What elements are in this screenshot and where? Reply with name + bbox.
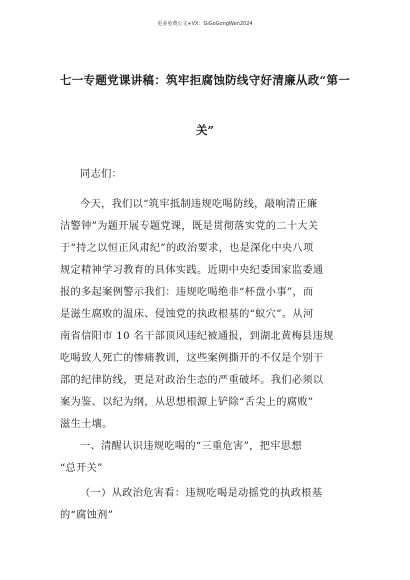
- salutation: 同志们：: [80, 169, 123, 180]
- body-line: 部的纪律防线，更是对政治生态的严重破坏。我们必须以: [60, 375, 324, 386]
- body-line: 南省信阳市 10 名干部顶风违纪被通报，到湖北黄梅县违规: [60, 331, 334, 342]
- body-line: 吃喝致人死亡的惨痛教训，这些案例撕开的不仅是个别干: [60, 353, 324, 364]
- body-line: 洁警钟”为题开展专题党课，既是贯彻落实党的二十大关: [60, 221, 319, 232]
- body-line: 报的多起案例警示我们：违规吃喝绝非“杯盘小事”，而: [60, 287, 314, 298]
- section-heading-continued: “总开关”: [60, 463, 103, 474]
- body-line: 于“持之以恒正风肃纪”的政治要求，也是深化中央八项: [60, 243, 314, 254]
- document-title: 七一专题党课讲稿：筑牢拒腐蚀防线守好清廉从政“第一: [59, 73, 351, 87]
- body-line: 规定精神学习教育的具体实践。近期中央纪委国家监委通: [60, 265, 324, 276]
- body-line: 是滋生腐败的温床、侵蚀党的执政根基的“蚁穴”。从河: [60, 309, 314, 320]
- section-heading: 一、清醒认识违规吃喝的“三重危害”，把牢思想: [80, 441, 302, 452]
- subsection-heading-continued: 的“腐蚀剂”: [60, 510, 114, 521]
- body-line: 今天，我们以“筑牢抵制违规吃喝防线，敲响清正廉: [80, 199, 318, 210]
- subsection-heading: （一）从政治危害看：违规吃喝是动摇党的执政根基: [80, 488, 323, 499]
- header-note: 更多免费公文+VX：GiGoGongWen2024: [157, 21, 253, 27]
- body-line: 滋生土壤。: [60, 419, 113, 430]
- body-line: 案为鉴、以纪为纲，从思想根源上铲除“舌尖上的腐败”: [60, 397, 314, 408]
- document-title-continued: 关”: [195, 123, 215, 137]
